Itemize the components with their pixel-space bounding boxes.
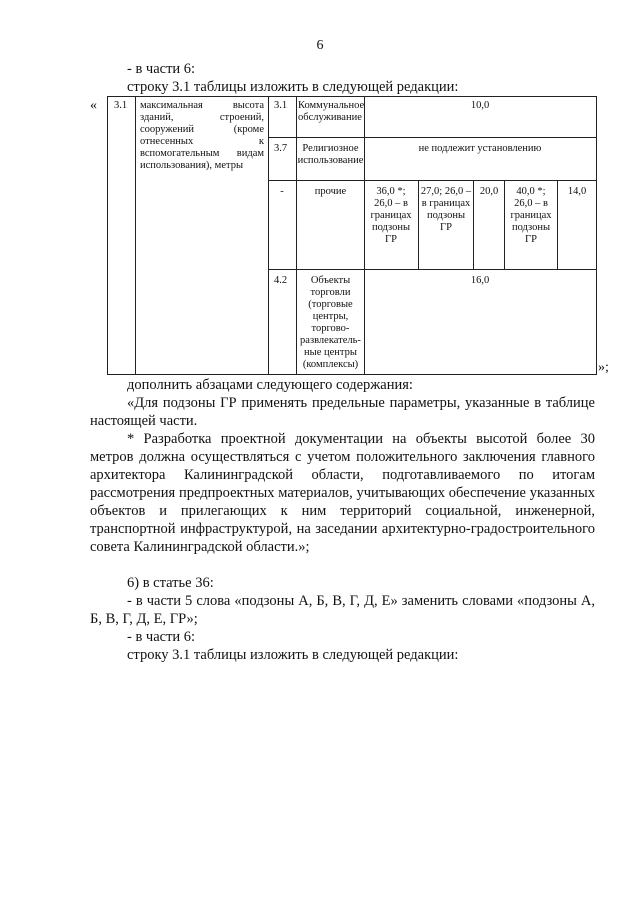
sub3-code: - — [280, 186, 284, 197]
sub1-code: 3.1 — [274, 100, 288, 111]
intro-line-1: - в части 6: — [127, 61, 196, 77]
paragraph-row-3-1: строку 3.1 таблицы изложить в следующей редакции: — [127, 647, 459, 663]
sub2-value: не подлежит установлению — [418, 143, 542, 154]
intro-line-2: строку 3.1 таблицы изложить в следующей редакции: — [127, 79, 459, 95]
paragraph-footnote: * Разработка проектной документации на объекты высотой более 30 метров должна осуществляться с учетом положительного заключения главного архитектора Калининградской области, подготавливаемого по итогам рассмотрения предпроектных материалов, учитывающих обеспечение указанных объектов и прилегающих к ним территорий социальной, инженерной, транспортной инфраструктурой, на заседании архитектурно-градостроительного совета Калининградской области.»; — [90, 431, 595, 555]
sub3-value-2: 27,0; 26,0 – в границах подзоны ГР — [420, 186, 472, 233]
sub1-name: Коммунальное обслуживание — [298, 100, 365, 123]
quote-open: « — [90, 98, 97, 113]
after-table-line: дополнить абзацами следующего содержания: — [127, 377, 413, 393]
sub3-value-4: 40,0 *; 26,0 – в границах подзоны ГР — [510, 186, 552, 245]
page-number: 6 — [316, 38, 324, 53]
sub4-code: 4.2 — [274, 275, 288, 286]
paragraph-part-6: - в части 6: — [127, 629, 196, 645]
sub3-value-5: 14,0 — [567, 186, 587, 197]
paragraph-part-5: - в части 5 слова «подзоны А, Б, В, Г, Д, Е» заменить словами «подзоны А, Б, В, Г, Д, Е, ГР»; — [90, 593, 595, 627]
sub2-code: 3.7 — [274, 143, 288, 154]
quote-close: »; — [598, 360, 609, 375]
amendment-table — [107, 96, 597, 375]
row-number: 3.1 — [114, 100, 128, 111]
sub1-value: 10,0 — [470, 100, 490, 111]
row-description: максимальная высота зданий, строений, сооружений (кроме отнесенных к вспомогательным видам использования), метры — [140, 100, 264, 171]
sub2-name: Религиозное использование — [297, 143, 364, 166]
paragraph-article-36: 6) в статье 36: — [127, 575, 214, 591]
sub3-name: прочие — [314, 186, 347, 197]
sub4-value: 16,0 — [470, 275, 490, 286]
sub3-value-3: 20,0 — [479, 186, 499, 197]
sub3-value-1: 36,0 *; 26,0 – в границах подзоны ГР — [370, 186, 412, 245]
paragraph-gr: «Для подзоны ГР применять предельные параметры, указанные в таблице настоящей части. — [90, 395, 595, 429]
sub4-name: Объекты торговли (торговые центры, торгово-развлекатель-ные центры (комплексы) — [300, 275, 361, 370]
